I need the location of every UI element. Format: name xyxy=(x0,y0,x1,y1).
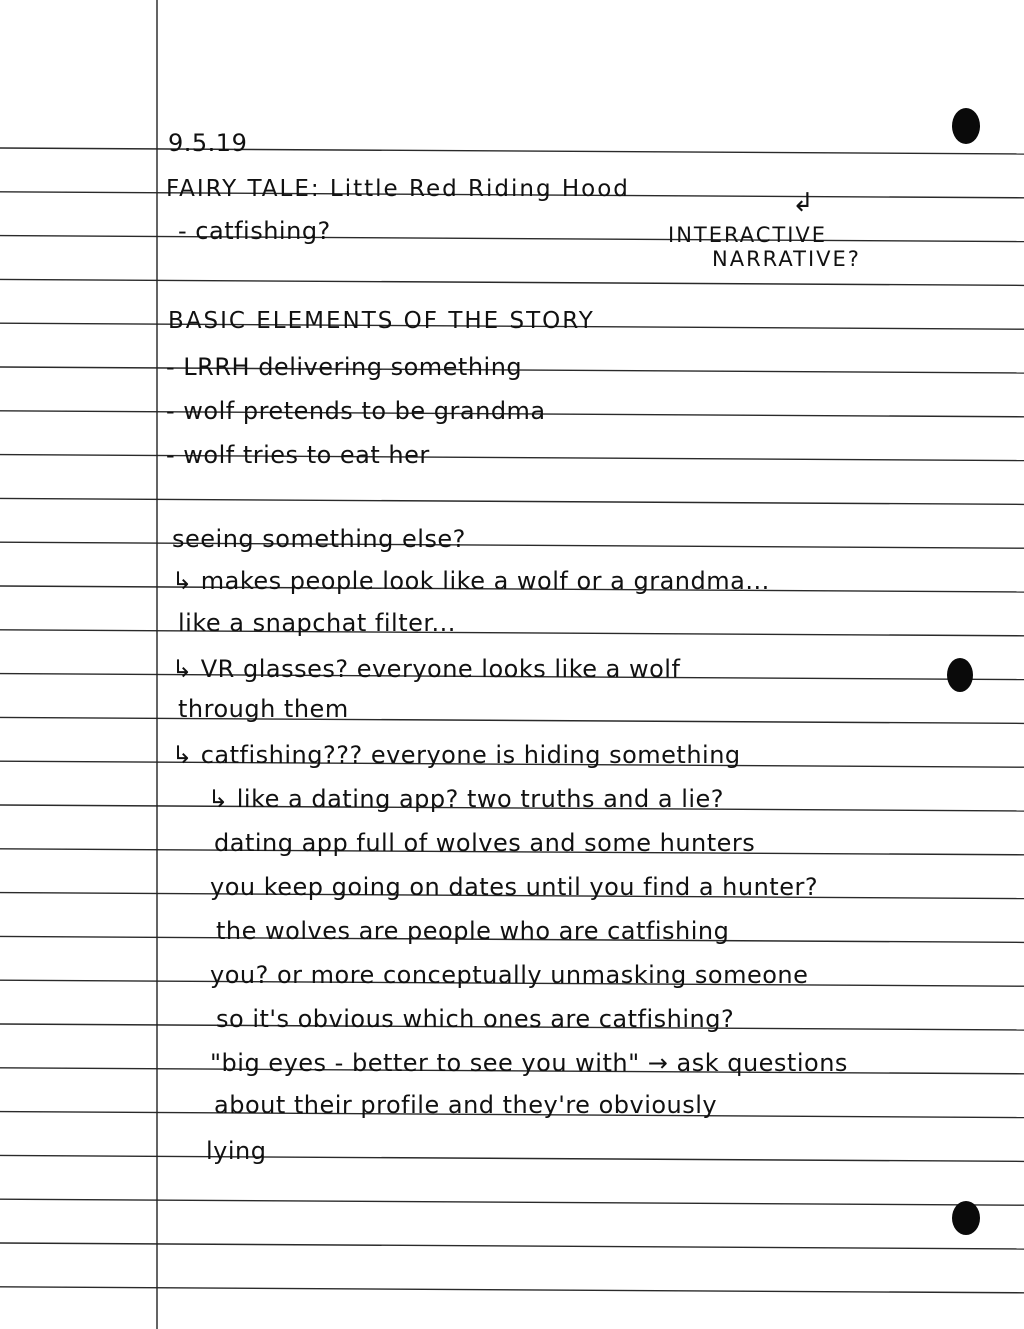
ruled-line xyxy=(0,717,1024,723)
ruled-line xyxy=(0,1243,1024,1249)
element-item: - wolf tries to eat her xyxy=(166,441,430,469)
subtitle: - catfishing? xyxy=(178,217,331,245)
ruled-line xyxy=(0,542,1024,548)
ruled-line xyxy=(0,1155,1024,1161)
idea-line: through them xyxy=(178,695,349,723)
element-item: - wolf pretends to be grandma xyxy=(166,397,546,425)
title: FAIRY TALE: Little Red Riding Hood xyxy=(166,176,630,202)
element-item: - LRRH delivering something xyxy=(166,353,523,381)
annotation-narrative: NARRATIVE? xyxy=(712,247,861,271)
binder-hole-top xyxy=(952,108,980,144)
binder-hole-bottom xyxy=(952,1201,980,1235)
annotation-arrow: ↲ xyxy=(792,188,815,218)
ruled-line xyxy=(0,630,1024,636)
idea-line: dating app full of wolves and some hunters xyxy=(214,829,756,857)
ruled-line xyxy=(0,279,1024,285)
idea-line: seeing something else? xyxy=(172,525,466,553)
date: 9.5.19 xyxy=(168,129,248,157)
ruled-line xyxy=(0,1199,1024,1205)
idea-line: ↳ VR glasses? everyone looks like a wolf xyxy=(172,655,681,683)
idea-line: ↳ makes people look like a wolf or a grandma... xyxy=(172,567,770,595)
ruled-line xyxy=(0,1287,1024,1293)
idea-line: like a snapchat filter... xyxy=(178,609,456,637)
section-heading: BASIC ELEMENTS OF THE STORY xyxy=(168,308,595,334)
annotation-interactive: INTERACTIVE xyxy=(668,223,828,247)
idea-line: ↳ catfishing??? everyone is hiding something xyxy=(172,741,741,769)
idea-line: so it's obvious which ones are catfishing? xyxy=(216,1005,735,1033)
idea-line: "big eyes - better to see you with" → ask questions xyxy=(210,1049,848,1077)
idea-line: lying xyxy=(206,1137,267,1165)
ruled-line xyxy=(0,455,1024,461)
ruled-line xyxy=(0,148,1024,154)
ruled-line xyxy=(0,236,1024,242)
idea-line: the wolves are people who are catfishing xyxy=(216,917,730,945)
idea-line: about their profile and they're obviously xyxy=(214,1091,718,1119)
idea-line: you? or more conceptually unmasking someone xyxy=(210,961,809,989)
idea-line: you keep going on dates until you find a hunter? xyxy=(210,873,819,901)
binder-hole-middle xyxy=(947,658,973,692)
ruled-line xyxy=(0,498,1024,504)
idea-line: ↳ like a dating app? two truths and a lie? xyxy=(208,785,725,813)
